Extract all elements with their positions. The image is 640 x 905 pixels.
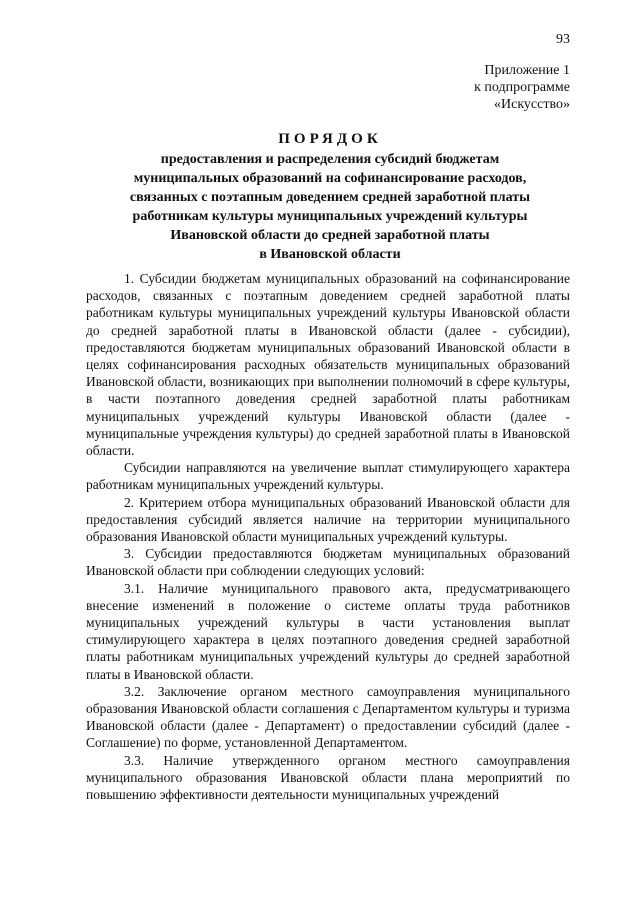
document-title: ПОРЯДОК: [278, 131, 382, 147]
heading-line: работникам культуры муниципальных учреждений культуры: [132, 209, 528, 224]
paragraph: 3.1. Наличие муниципального правового акта, предусматривающего внесение изменений в положение о системе оплаты труда работников муниципальных учреждений культуры в части установления выплат стимулирующего характера в целях поэтапного доведения средней заработной платы работникам муниципальных учреждений культуры до средней заработной платы в Ивановской области.: [86, 580, 570, 682]
paragraph: 2. Критерием отбора муниципальных образований Ивановской области для предоставления субсидий является наличие на территории муниципального образования Ивановской области муниципальных учреждений культуры.: [86, 494, 570, 545]
paragraph: 3. Субсидии предоставляются бюджетам муниципальных образований Ивановской области при соблюдении следующих условий:: [86, 546, 570, 579]
document-heading: [80, 130, 580, 264]
heading-line: связанных с поэтапным доведением средней заработной платы: [129, 190, 531, 205]
appendix-line: Приложение 1: [484, 63, 570, 78]
heading-line: в Ивановской области: [259, 247, 401, 262]
appendix-reference: [474, 62, 570, 113]
page-number: 93: [556, 32, 570, 47]
paragraph: 3.3. Наличие утвержденного органом местного самоуправления муниципального образования Ивановской области плана мероприятий по повышению эффективности деятельности муниципальных учреждений: [86, 752, 570, 803]
heading-line: предоставления и распределения субсидий бюджетам: [160, 152, 500, 167]
appendix-line: к подпрограмме: [474, 80, 570, 95]
heading-line: Ивановской области до средней заработной платы: [170, 228, 490, 243]
appendix-line: «Искусство»: [494, 97, 570, 112]
heading-line: муниципальных образований на софинансирование расходов,: [133, 171, 527, 186]
paragraph: Субсидии направляются на увеличение выплат стимулирующего характера работникам муниципальных учреждений культуры.: [86, 460, 570, 493]
document-body: [86, 270, 570, 803]
paragraph: 1. Субсидии бюджетам муниципальных образований на софинансирование расходов, связанных с поэтапным доведением средней заработной платы работникам культуры муниципальных учреждений культуры Ивановской области до средней заработной платы в Ивановской области (далее - субсидии), предоставляются бюджетам муниципальных образований Ивановской области в целях софинансирования расходных обязательств муниципальных образований Ивановской области, возникающих при выполнении полномочий в сфере культуры, в части поэтапного доведения средней заработной платы работникам муниципальных учреждений культуры Ивановской области (далее - муниципальные учреждения культуры) до средней заработной платы в Ивановской области.: [86, 271, 570, 459]
paragraph: 3.2. Заключение органом местного самоуправления муниципального образования Ивановской области соглашения с Департаментом культуры и туризма Ивановской области (далее - Департамент) о предоставлении субсидий (далее - Соглашение) по форме, установленной Департаментом.: [86, 683, 570, 751]
